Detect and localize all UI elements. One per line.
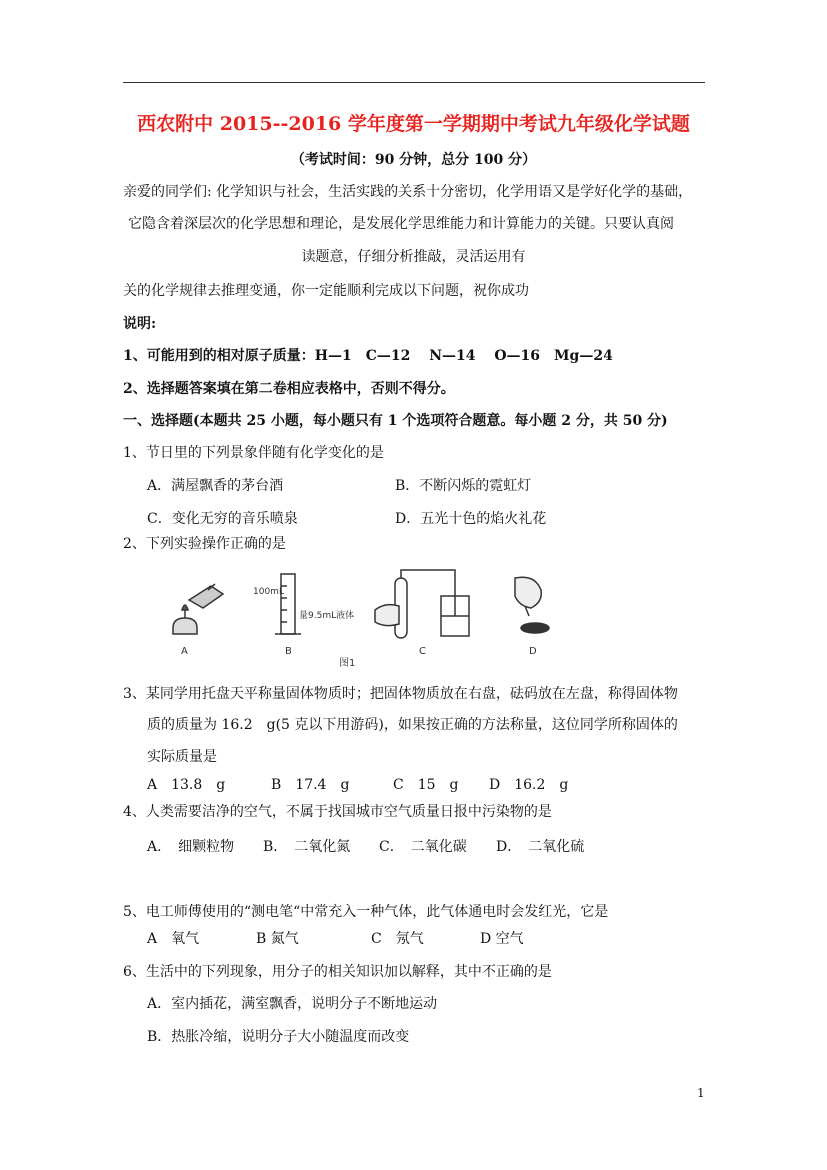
q4-option-d: D． 二氧化硫 bbox=[496, 839, 585, 855]
figure-label-d: D bbox=[529, 646, 537, 657]
section-heading: 一、选择题(本题共 25 小题，每小题只有 1 个选项符合题意。每小题 2 分，共 50 分) bbox=[123, 413, 668, 429]
q6-stem: 6、生活中的下列现象，用分子的相关知识加以解释，其中不正确的是 bbox=[123, 964, 552, 980]
q3-line-3: 实际质量是 bbox=[147, 749, 217, 765]
q3-line-1: 3、某同学用托盘天平称量固体物质时；把固体物质放在右盘，砝码放在左盘，称得固体物 bbox=[123, 686, 678, 702]
figure-caption: 图1 bbox=[339, 658, 356, 669]
q6-option-a: A．室内插花，满室飘香，说明分子不断地运动 bbox=[147, 996, 438, 1012]
q3-option-b: B 17.4 g bbox=[271, 777, 350, 793]
page-number: 1 bbox=[697, 1086, 705, 1100]
intro-line-1: 亲爱的同学们: 化学知识与社会，生活实践的关系十分密切，化学用语又是学好化学的基础， bbox=[123, 184, 693, 200]
q4-option-c: C． 二氧化碳 bbox=[379, 839, 467, 855]
q5-option-a: A 氧气 bbox=[147, 931, 200, 947]
intro-line-2: 它隐含着深层次的化学思想和理论，是发展化学思维能力和计算能力的关键。只要认真阅 bbox=[128, 216, 674, 232]
note-item-2: 2、选择题答案填在第二卷相应表格中，否则不得分。 bbox=[123, 381, 455, 397]
q1-option-a: A．满屋飘香的茅台酒 bbox=[147, 478, 284, 494]
figure-label-b: B bbox=[285, 646, 292, 657]
q3-option-d: D 16.2 g bbox=[489, 777, 569, 793]
q5-option-b: B 氮气 bbox=[256, 931, 299, 947]
q1-option-c: C．变化无穷的音乐喷泉 bbox=[147, 511, 298, 527]
q5-option-c: C 氖气 bbox=[371, 931, 424, 947]
figure-a-alcohol-lamp bbox=[173, 584, 223, 634]
note-item-1: 1、可能用到的相对原子质量：H—1 C—12 N—14 O—16 Mg—24 bbox=[123, 348, 613, 364]
figure-c-airtightness-check bbox=[375, 570, 469, 638]
cylinder-label: 100mL bbox=[253, 587, 284, 597]
q6-option-b: B．热胀冷缩，说明分子大小随温度而改变 bbox=[147, 1029, 410, 1045]
measure-label: 量9.5mL液体 bbox=[299, 611, 355, 621]
figure-label-a: A bbox=[181, 646, 188, 657]
q2-stem: 2、下列实验操作正确的是 bbox=[123, 536, 286, 552]
q4-option-a: A． 细颗粒物 bbox=[147, 839, 235, 855]
exam-info: （考试时间：90 分钟，总分 100 分） bbox=[290, 152, 537, 168]
header-rule bbox=[123, 82, 705, 83]
q5-option-d: D 空气 bbox=[480, 931, 524, 947]
figure-d-hand-heating bbox=[515, 577, 549, 633]
page-title: 西农附中 2015--2016 学年度第一学期期中考试九年级化学试题 bbox=[137, 113, 690, 135]
notes-heading: 说明: bbox=[123, 316, 157, 332]
figure-label-c: C bbox=[419, 646, 426, 657]
intro-line-3: 读题意，仔细分析推敲，灵活运用有 bbox=[301, 249, 526, 265]
q1-stem: 1、节日里的下列景象伴随有化学变化的是 bbox=[123, 445, 384, 461]
intro-line-4: 关的化学规律去推理变通，你一定能顺利完成以下问题，祝你成功 bbox=[123, 283, 529, 299]
q1-option-d: D．五光十色的焰火礼花 bbox=[395, 511, 547, 527]
q4-option-b: B． 二氧化氮 bbox=[263, 839, 351, 855]
q1-option-b: B．不断闪烁的霓虹灯 bbox=[395, 478, 532, 494]
q2-figure bbox=[163, 566, 563, 676]
q3-line-2: 质的质量为 16.2 g(5 克以下用游码)，如果按正确的方法称量，这位同学所称固体的 bbox=[147, 717, 678, 733]
figure-b-measuring-cylinder bbox=[275, 574, 301, 634]
q5-stem: 5、电工师傅使用的“测电笔“中常充入一种气体，此气体通电时会发红光，它是 bbox=[123, 904, 609, 920]
q4-stem: 4、人类需要洁净的空气，不属于找国城市空气质量日报中污染物的是 bbox=[123, 804, 552, 820]
q3-option-a: A 13.8 g bbox=[147, 777, 226, 793]
q3-option-c: C 15 g bbox=[393, 777, 459, 793]
